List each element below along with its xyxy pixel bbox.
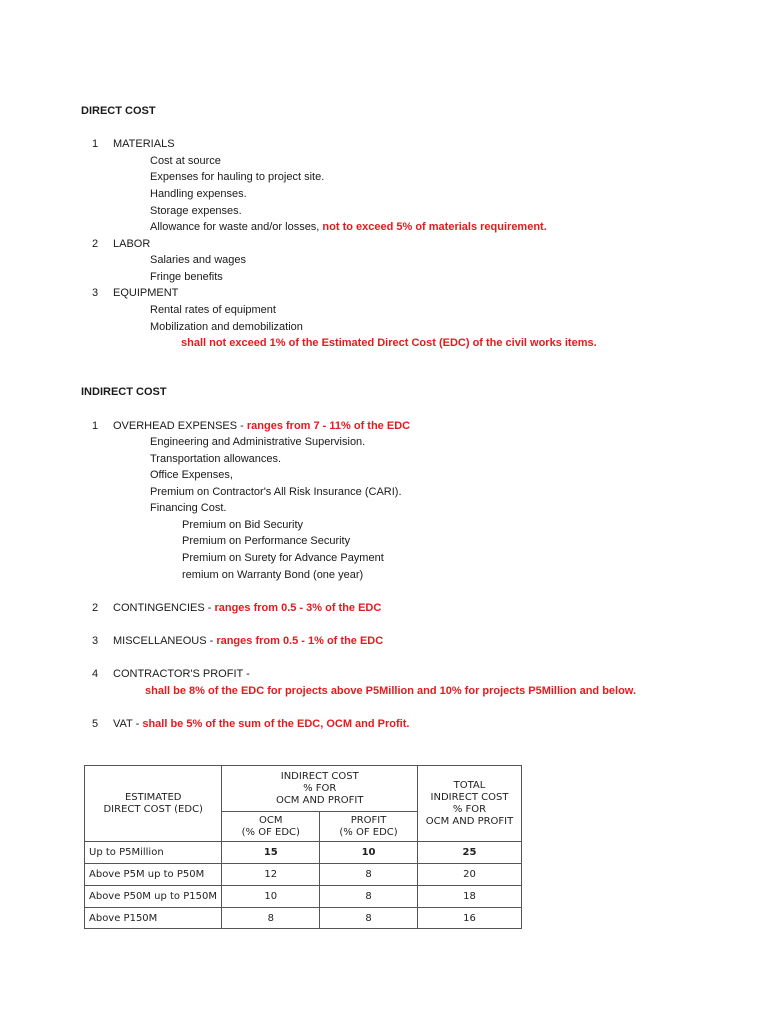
item-number: 4 — [92, 668, 99, 680]
vat-label: VAT - — [113, 718, 143, 730]
list-item: Storage expenses. — [150, 205, 242, 217]
contingencies-note: ranges from 0.5 - 3% of the EDC — [214, 602, 382, 614]
cell-profit: 8 — [320, 864, 418, 886]
contingencies-line — [113, 601, 381, 615]
list-item: remium on Warranty Bond (one year) — [182, 569, 364, 581]
vat-note: shall be 5% of the sum of the EDC, OCM and Profit. — [142, 718, 410, 730]
header-line: PROFIT — [350, 814, 387, 826]
item-number: 1 — [92, 420, 99, 432]
cell-profit: 10 — [320, 842, 418, 864]
contingencies-label: CONTINGENCIES - — [113, 602, 215, 614]
cell-profit: 8 — [320, 908, 418, 929]
equipment-note: shall not exceed 1% of the Estimated Direct Cost (EDC) of the civil works items. — [181, 337, 597, 349]
header-line: INDIRECT COST — [280, 770, 359, 782]
list-item: Engineering and Administrative Supervision. — [150, 436, 366, 448]
list-item: Transportation allowances. — [150, 453, 282, 465]
header-line: % FOR — [303, 782, 337, 794]
labor-title: LABOR — [113, 238, 151, 250]
equipment-title: EQUIPMENT — [113, 287, 179, 299]
header-edc — [85, 766, 222, 842]
list-item: Cost at source — [150, 155, 221, 167]
cell-edc: Above P150M — [85, 908, 222, 929]
item-number: 2 — [92, 602, 99, 614]
header-ocm — [222, 812, 320, 842]
indirect-cost-heading: INDIRECT COST — [81, 386, 167, 398]
list-item — [150, 220, 547, 234]
table-row — [85, 908, 522, 929]
list-item: Handling expenses. — [150, 188, 247, 200]
overhead-label: OVERHEAD EXPENSES - — [113, 420, 247, 432]
list-item: Premium on Contractor's All Risk Insurance (CARI). — [150, 486, 402, 498]
table-row — [85, 864, 522, 886]
cell-total: 20 — [417, 864, 521, 886]
table-row — [85, 886, 522, 908]
header-line: (% OF EDC) — [241, 826, 300, 838]
ocm-profit-table — [84, 765, 522, 928]
header-line: TOTAL — [453, 779, 486, 791]
list-item: Expenses for hauling to project site. — [150, 171, 325, 183]
header-line: OCM AND PROFIT — [425, 815, 514, 827]
cell-profit: 8 — [320, 886, 418, 908]
header-total — [417, 766, 521, 842]
header-line: OCM AND PROFIT — [275, 794, 364, 806]
direct-cost-heading: DIRECT COST — [81, 105, 156, 117]
miscellaneous-line — [113, 634, 383, 648]
miscellaneous-label: MISCELLANEOUS - — [113, 635, 217, 647]
list-item: Premium on Surety for Advance Payment — [182, 552, 384, 564]
cell-ocm: 15 — [222, 842, 320, 864]
cell-ocm: 12 — [222, 864, 320, 886]
cell-edc: Above P50M up to P150M — [85, 886, 222, 908]
header-indirect-cost — [222, 766, 418, 812]
list-item: Salaries and wages — [150, 254, 247, 266]
header-line: (% OF EDC) — [339, 826, 398, 838]
cell-total: 18 — [417, 886, 521, 908]
cell-edc: Up to P5Million — [85, 842, 222, 864]
list-item: Rental rates of equipment — [150, 304, 276, 316]
cell-total: 25 — [417, 842, 521, 864]
waste-text: Allowance for waste and/or losses, — [150, 221, 323, 233]
list-item: Premium on Bid Security — [182, 519, 304, 531]
list-item: Office Expenses, — [150, 469, 233, 481]
item-number: 3 — [92, 635, 99, 647]
item-number: 1 — [92, 138, 99, 150]
header-profit — [320, 812, 418, 842]
cell-edc: Above P5M up to P50M — [85, 864, 222, 886]
materials-title: MATERIALS — [113, 138, 175, 150]
overhead-title — [113, 419, 410, 433]
table-row — [85, 842, 522, 864]
item-number: 2 — [92, 238, 99, 250]
list-item: Financing Cost. — [150, 502, 227, 514]
vat-line — [113, 717, 409, 731]
item-number: 3 — [92, 287, 99, 299]
header-line: % FOR — [452, 803, 487, 815]
header-line: INDIRECT COST — [430, 791, 509, 803]
profit-label: CONTRACTOR'S PROFIT - — [113, 668, 250, 680]
header-line: OCM — [259, 814, 283, 826]
cell-ocm: 10 — [222, 886, 320, 908]
profit-note: shall be 8% of the EDC for projects above P5Million and 10% for projects P5Million and below. — [145, 685, 637, 697]
list-item: Fringe benefits — [150, 271, 223, 283]
header-line: DIRECT COST (EDC) — [103, 803, 203, 815]
cell-ocm: 8 — [222, 908, 320, 929]
list-item: Premium on Performance Security — [182, 535, 351, 547]
list-item: Mobilization and demobilization — [150, 321, 303, 333]
waste-note: not to exceed 5% of materials requirement. — [322, 221, 547, 233]
header-line: ESTIMATED — [124, 791, 182, 803]
cell-total: 16 — [417, 908, 521, 929]
item-number: 5 — [92, 718, 99, 730]
miscellaneous-note: ranges from 0.5 - 1% of the EDC — [216, 635, 384, 647]
overhead-note: ranges from 7 - 11% of the EDC — [246, 420, 411, 432]
